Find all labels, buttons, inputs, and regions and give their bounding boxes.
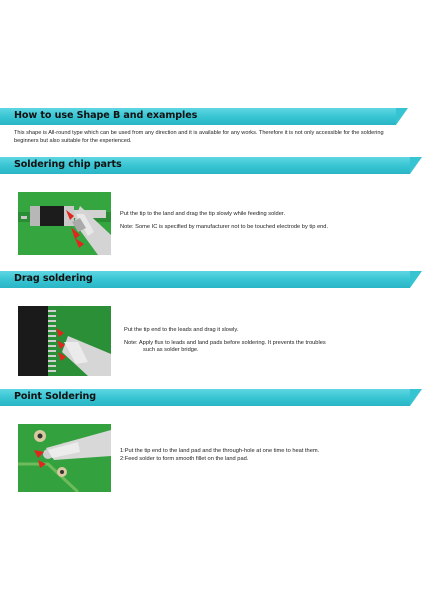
step-1-text: 1:Put the tip end to the land pad and the through-hole at one time to heat them. — [120, 448, 320, 454]
chip-soldering-photo — [18, 192, 111, 255]
section-banner-drag-soldering — [0, 271, 410, 288]
point-soldering-photo — [18, 424, 111, 492]
intro-paragraph: This shape is All-round type which can be used from any direction and it is available for any works. Therefore it is not only accessible for the soldering beginners but also suitable for the experienced. — [14, 130, 384, 145]
chip-soldering-text — [120, 211, 410, 231]
drag-soldering-photo — [18, 306, 111, 376]
instruction-text: Put the tip end to the leads and drag it slowly. — [124, 327, 239, 333]
section-title: Soldering chip parts — [14, 159, 122, 170]
note-line-2: such as solder bridge. — [143, 347, 199, 354]
section-title: How to use Shape B and examples — [14, 110, 198, 121]
step-2-text: 2:Feed solder to form smooth fillet on the land pad. — [120, 455, 249, 462]
note-text: Note: Some IC is specified by manufacturer not to be touched electrode by tip end. — [120, 223, 329, 230]
section-banner-point-soldering — [0, 389, 410, 406]
section-banner-chip-parts — [0, 157, 410, 174]
section-banner-how-to-use — [0, 108, 396, 125]
drag-soldering-text — [124, 327, 414, 355]
instruction-text: Put the tip to the land and drag the tip slowly while feeding solder. — [120, 211, 286, 217]
note-line-1: Note: Apply flux to leads and land pads before soldering. It prevents the troubles — [124, 339, 326, 346]
section-title: Drag soldering — [14, 273, 93, 284]
section-title: Point Soldering — [14, 391, 97, 402]
note-text — [124, 340, 414, 355]
point-soldering-text — [120, 448, 415, 463]
